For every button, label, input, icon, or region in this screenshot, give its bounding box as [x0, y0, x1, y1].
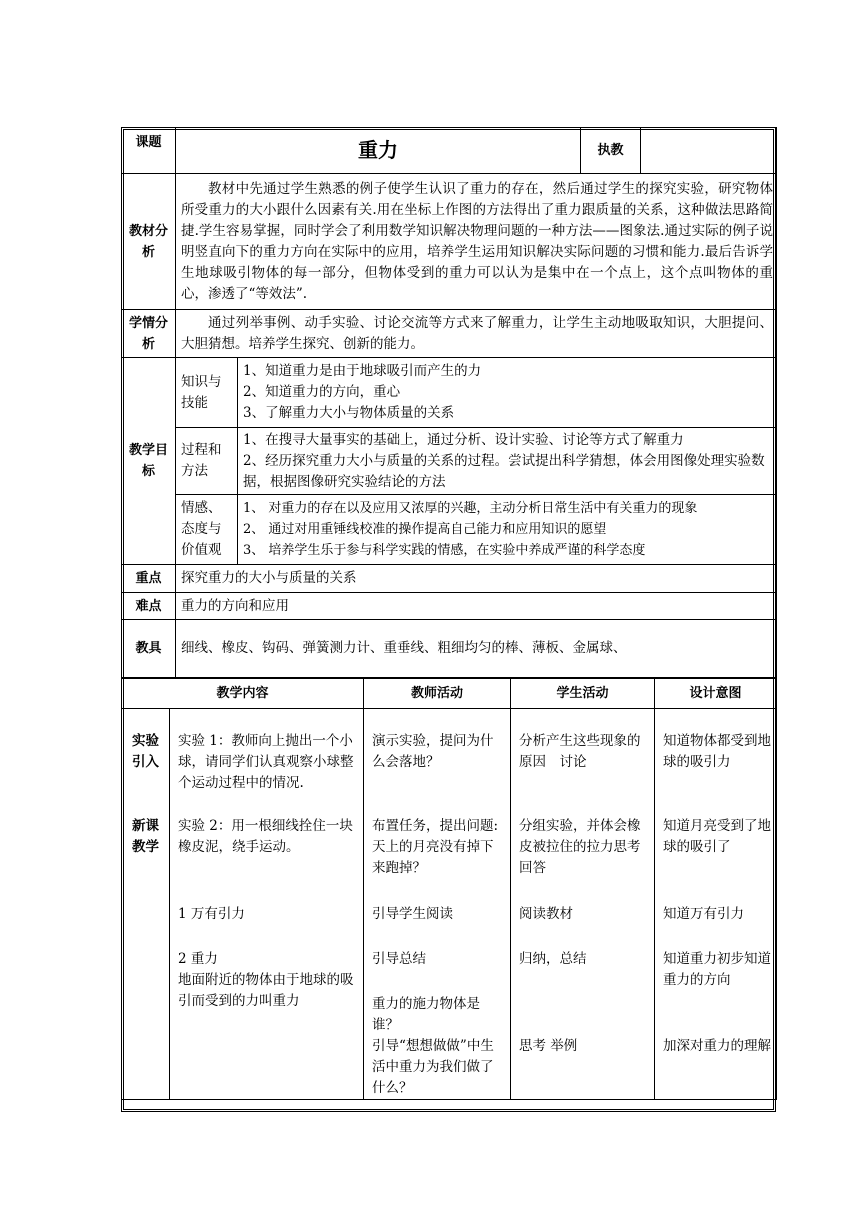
teacher-activity-header: 教师活动 [364, 679, 511, 709]
universal-gravitation-item: 1 万有引力 [178, 906, 245, 922]
goal-item: 2、知道重力的方向，重心 [243, 384, 401, 400]
goal-item: 1、 对重力的存在以及应用又浓厚的兴趣，主动分析日常生活中有关重力的现象 [243, 501, 698, 516]
teaching-goals-label: 教学目标 [122, 358, 176, 565]
design-intent-5: 加深对重力的理解 [663, 1038, 772, 1054]
goal-item: 1、在搜寻大量事实的基础上，通过分析、设计实验、讨论等方式了解重力 [243, 431, 684, 448]
tools-text: 细线、橡皮、钩码、弹簧测力计、重垂线、粗细均匀的棒、薄板、金属球、 [176, 620, 777, 678]
difficulties-row [122, 593, 777, 620]
process-body-row [122, 709, 777, 1100]
teacher-activity-4: 引导总结 [372, 951, 427, 967]
teacher-name [641, 128, 777, 174]
lesson-plan-sheet [121, 127, 776, 1100]
goal-items [238, 428, 777, 495]
tools-row [122, 620, 777, 678]
stage-column [122, 709, 170, 1100]
key-points-label: 重点 [122, 565, 176, 593]
difficulties-label: 难点 [122, 593, 176, 620]
design-intent-column [655, 709, 777, 1100]
lesson-info-table [121, 127, 777, 678]
experiment-1-text: 实验 1：教师向上抛出一个小球，请同学们认真观察小球整个运动过程中的情况. [178, 733, 354, 791]
teacher-activity-1: 演示实验，提问为什么会落地？ [372, 733, 494, 770]
gravity-item-title: 2 重力 [178, 951, 218, 967]
stage-intro-label: 实验引入 [132, 733, 159, 770]
design-intent-1: 知道物体都受到地球的吸引力 [663, 733, 772, 770]
design-intent-header: 设计意图 [655, 679, 777, 709]
textbook-analysis-text: 教材中先通过学生熟悉的例子使学生认识了重力的存在，然后通过学生的探究实验，研究物体所受重力的大小跟什么因素有关.用在坐标上作图的方法得出了重力跟质量的关系，这种做法思路简捷.学生容易掌握，同时学会了利用数学知识解决物理问题的一种方法——图象法.通过实际的例子说明竖直向下的重力方向在实际中的应用，培养学生运用知识解决实际问题的习惯和能力.最后告诉学生地球吸引物体的每一部分，但物体受到的重力可以认为是集中在一个点上，这个点叫物体的重心，渗透了“等效法”. [176, 174, 777, 310]
content-column [170, 709, 364, 1100]
student-analysis-text: 通过列举事例、动手实验、讨论交流等方式来了解重力，让学生主动地吸取知识，大胆提问、大胆猜想。培养学生探究、创新的能力。 [176, 310, 777, 358]
topic-label: 课题 [122, 128, 176, 174]
goal-category: 过程和方法 [176, 428, 238, 495]
tools-label: 教具 [122, 620, 176, 678]
goal-category: 知识与技能 [176, 358, 238, 428]
goal-row-attitude [122, 495, 777, 565]
student-activity-5: 思考 举例 [519, 1038, 578, 1054]
teacher-activity-5: 重力的施力物体是谁？ [372, 996, 481, 1033]
goal-items [238, 495, 777, 565]
student-activity-2: 分组实验，并体会橡皮被拉住的拉力思考 回答 [519, 818, 641, 876]
teacher-activity-2: 布置任务，提出问题:天上的月亮没有掉下来跑掉？ [372, 818, 499, 876]
textbook-analysis-row [122, 174, 777, 310]
goal-row-knowledge [122, 358, 777, 428]
goal-item: 2、经历探究重力大小与质量的关系的过程。尝试提出科学猜想，体会用图像处理实验数据，根据图像研究实验结论的方法 [243, 452, 765, 490]
goal-row-process [122, 428, 777, 495]
design-intent-3: 知道万有引力 [663, 906, 745, 922]
student-analysis-label: 学情分析 [122, 310, 176, 358]
topic-row [122, 128, 777, 174]
teaching-process-table [121, 678, 777, 1100]
process-header-row [122, 679, 777, 709]
design-intent-4: 知道重力初步知道重力的方向 [663, 951, 772, 988]
student-activity-4: 归纳，总结 [519, 951, 587, 967]
difficulties-text: 重力的方向和应用 [176, 593, 777, 620]
gravity-definition-text: 地面附近的物体由于地球的吸引而受到的力叫重力 [178, 972, 354, 1009]
design-intent-2: 知道月亮受到了地球的吸引了 [663, 818, 772, 855]
teacher-activity-3: 引导学生阅读 [372, 906, 454, 922]
stage-new-lesson-label: 新课教学 [132, 818, 159, 855]
experiment-2-text: 实验 2：用一根细线拴住一块橡皮泥，绕手运动。 [178, 818, 353, 855]
teacher-label: 执教 [581, 128, 641, 174]
teacher-activity-column [364, 709, 511, 1100]
student-activity-3: 阅读教材 [519, 906, 574, 922]
goal-item: 2、 通过对用重锤线校准的操作提高自己能力和应用知识的愿望 [243, 522, 607, 537]
teacher-activity-6: 引导“想想做做”中生活中重力为我们做了什么？ [372, 1038, 494, 1096]
key-points-row [122, 565, 777, 593]
goal-items [238, 358, 777, 428]
lesson-title: 重力 [176, 128, 581, 174]
student-analysis-row [122, 310, 777, 358]
goal-category: 情感、态度与价值观 [176, 495, 238, 565]
textbook-analysis-label: 教材分析 [122, 174, 176, 310]
content-header: 教学内容 [122, 679, 364, 709]
student-activity-1: 分析产生这些现象的原因 讨论 [519, 733, 641, 770]
key-points-text: 探究重力的大小与质量的关系 [176, 565, 777, 593]
goal-item: 1、知道重力是由于地球吸引而产生的力 [243, 363, 482, 379]
goal-item: 3、了解重力大小与物体质量的关系 [243, 405, 455, 421]
goal-item: 3、 培养学生乐于参与科学实践的情感，在实验中养成严谨的科学态度 [243, 543, 646, 558]
student-activity-column [511, 709, 655, 1100]
student-activity-header: 学生活动 [511, 679, 655, 709]
